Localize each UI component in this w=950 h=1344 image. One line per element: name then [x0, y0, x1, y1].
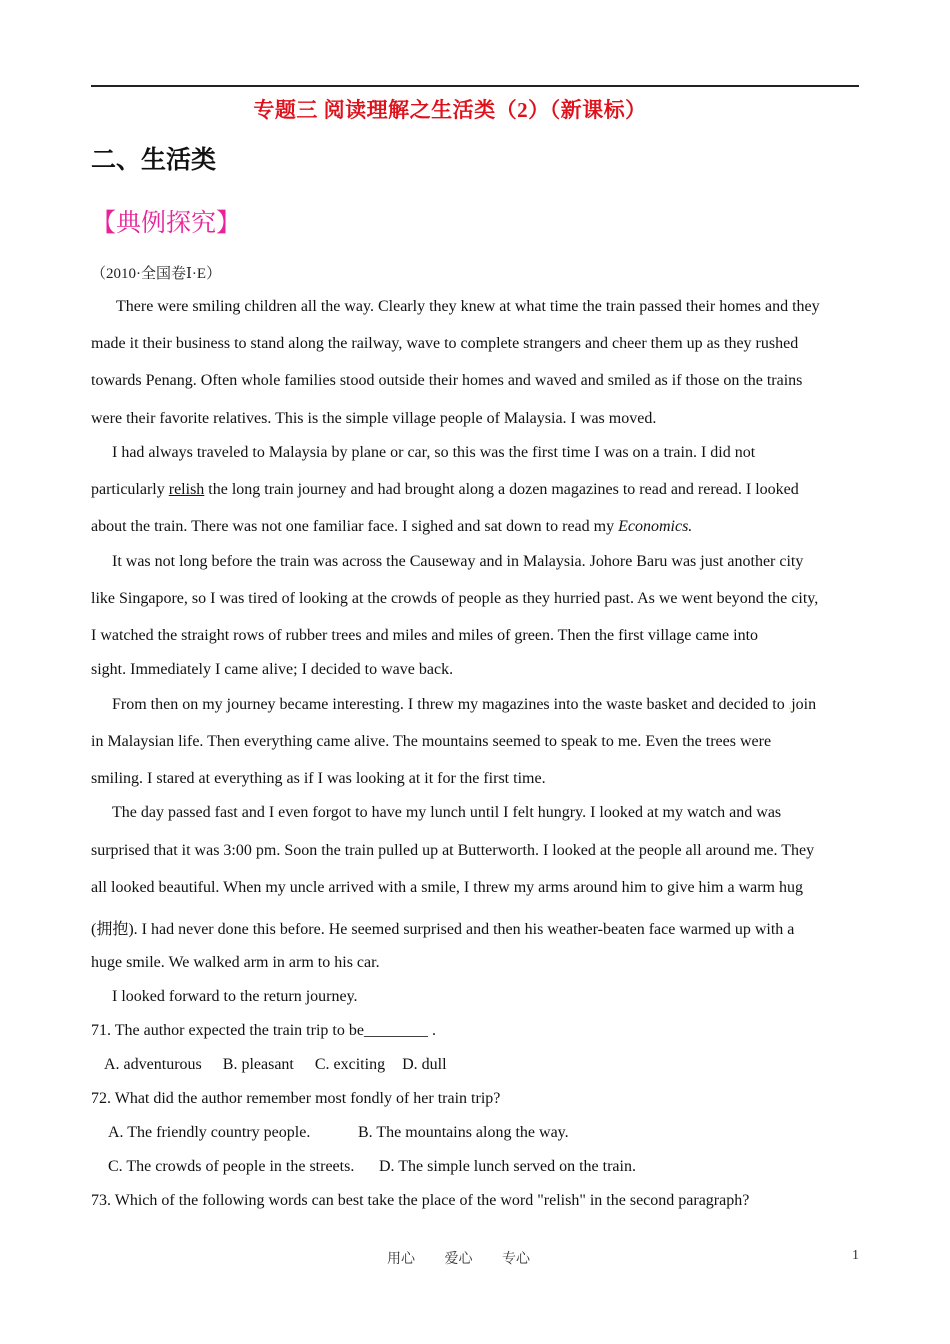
paragraph-1-line-4: were their favorite relatives. This is the simple village people of Malaysia. I was moved.	[91, 410, 657, 427]
paragraph-1-line-2: made it their business to stand along the railway, wave to complete strangers and cheer them up as they rushed	[91, 335, 799, 352]
text-span: join	[791, 696, 817, 713]
header-rule	[91, 85, 859, 87]
footer-motto	[387, 1248, 556, 1268]
footer-item: 用心	[387, 1252, 415, 1267]
footer-item: 爱心	[444, 1252, 473, 1267]
passage-source: （2010·全国卷Ⅰ·E）	[91, 266, 222, 282]
option-d: D. dull	[402, 1056, 447, 1073]
question-72-stem: 72. What did the author remember most fondly of her train trip?	[91, 1090, 501, 1107]
option-c: C. exciting	[314, 1056, 386, 1073]
paragraph-4-line-3: smiling. I stared at everything as if I was looking at it for the first time.	[91, 770, 546, 787]
paragraph-5-line-2: surprised that it was 3:00 pm. Soon the train pulled up at Butterworth. I looked at the people all around me. They	[91, 842, 815, 859]
paragraph-1-line-1: There were smiling children all the way. Clearly they knew at what time the train passed their homes and they	[116, 298, 820, 315]
paragraph-5-line-5: huge smile. We walked arm in arm to his car.	[91, 954, 380, 971]
option-a: A. adventurous	[104, 1056, 202, 1073]
text-span: the long train journey and had brought along a dozen magazines to read and reread. I looked	[204, 481, 799, 498]
paragraph-3-line-3: I watched the straight rows of rubber trees and miles and miles of green. Then the first village came into	[91, 627, 759, 644]
page-number: 1	[852, 1248, 859, 1263]
paragraph-3-line-1: It was not long before the train was across the Causeway and in Malaysia. Johore Baru was just another city	[112, 553, 804, 570]
paragraph-4-line-1	[112, 696, 816, 714]
question-72-option-c: C. The crowds of people in the streets.	[108, 1158, 355, 1175]
paragraph-3-line-2: like Singapore, so I was tired of looking at the crowds of people as they hurried past. As we went beyond the city,	[91, 590, 819, 607]
paragraph-2-line-1: I had always traveled to Malaysia by plane or car, so this was the first time I was on a train. I did not	[112, 444, 756, 461]
stray-mark: .	[788, 701, 792, 712]
footer-item: 专心	[502, 1252, 530, 1267]
paragraph-2-line-3	[91, 518, 692, 536]
paragraph-5-line-1: The day passed fast and I even forgot to have my lunch until I felt hungry. I looked at my watch and was	[112, 804, 782, 821]
question-72-option-d: D. The simple lunch served on the train.	[379, 1158, 636, 1175]
underlined-word-relish: relish	[168, 481, 205, 498]
question-71-options	[104, 1056, 447, 1074]
option-b: B. pleasant	[222, 1056, 294, 1073]
paragraph-6-line-1: I looked forward to the return journey.	[112, 988, 358, 1005]
text-span: about the train. There was not one familiar face. I sighed and sat down to read my	[91, 518, 619, 535]
question-72-option-a: A. The friendly country people.	[108, 1124, 311, 1141]
italic-book-title: Economics.	[618, 518, 693, 535]
text-span: particularly	[91, 481, 169, 498]
question-71-stem: 71. The author expected the train trip to be________ .	[91, 1022, 436, 1039]
section-heading: 二、生活类	[91, 147, 217, 174]
paragraph-3-line-4: sight. Immediately I came alive; I decided to wave back.	[91, 661, 454, 678]
paragraph-5-line-3: all looked beautiful. When my uncle arrived with a smile, I threw my arms around him to give him a warm hug	[91, 879, 803, 896]
text-span: From then on my journey became interesting. I threw my magazines into the waste basket and decided to	[112, 696, 789, 713]
paragraph-5-line-4: (拥抱). I had never done this before. He seemed surprised and then his weather-beaten face warmed up with a	[91, 921, 795, 938]
question-73-stem: 73. Which of the following words can best take the place of the word "relish" in the second paragraph?	[91, 1192, 750, 1209]
paragraph-4-line-2: in Malaysian life. Then everything came alive. The mountains seemed to speak to me. Even the trees were	[91, 733, 772, 750]
question-72-option-b: B. The mountains along the way.	[358, 1124, 569, 1141]
paragraph-1-line-3: towards Penang. Often whole families stood outside their homes and waved and smiled as if those on the trains	[91, 372, 803, 389]
document-title: 专题三 阅读理解之生活类（2）（新课标）	[253, 98, 647, 122]
section-label: 【典例探究】	[91, 210, 242, 237]
paragraph-2-line-2	[91, 481, 799, 499]
